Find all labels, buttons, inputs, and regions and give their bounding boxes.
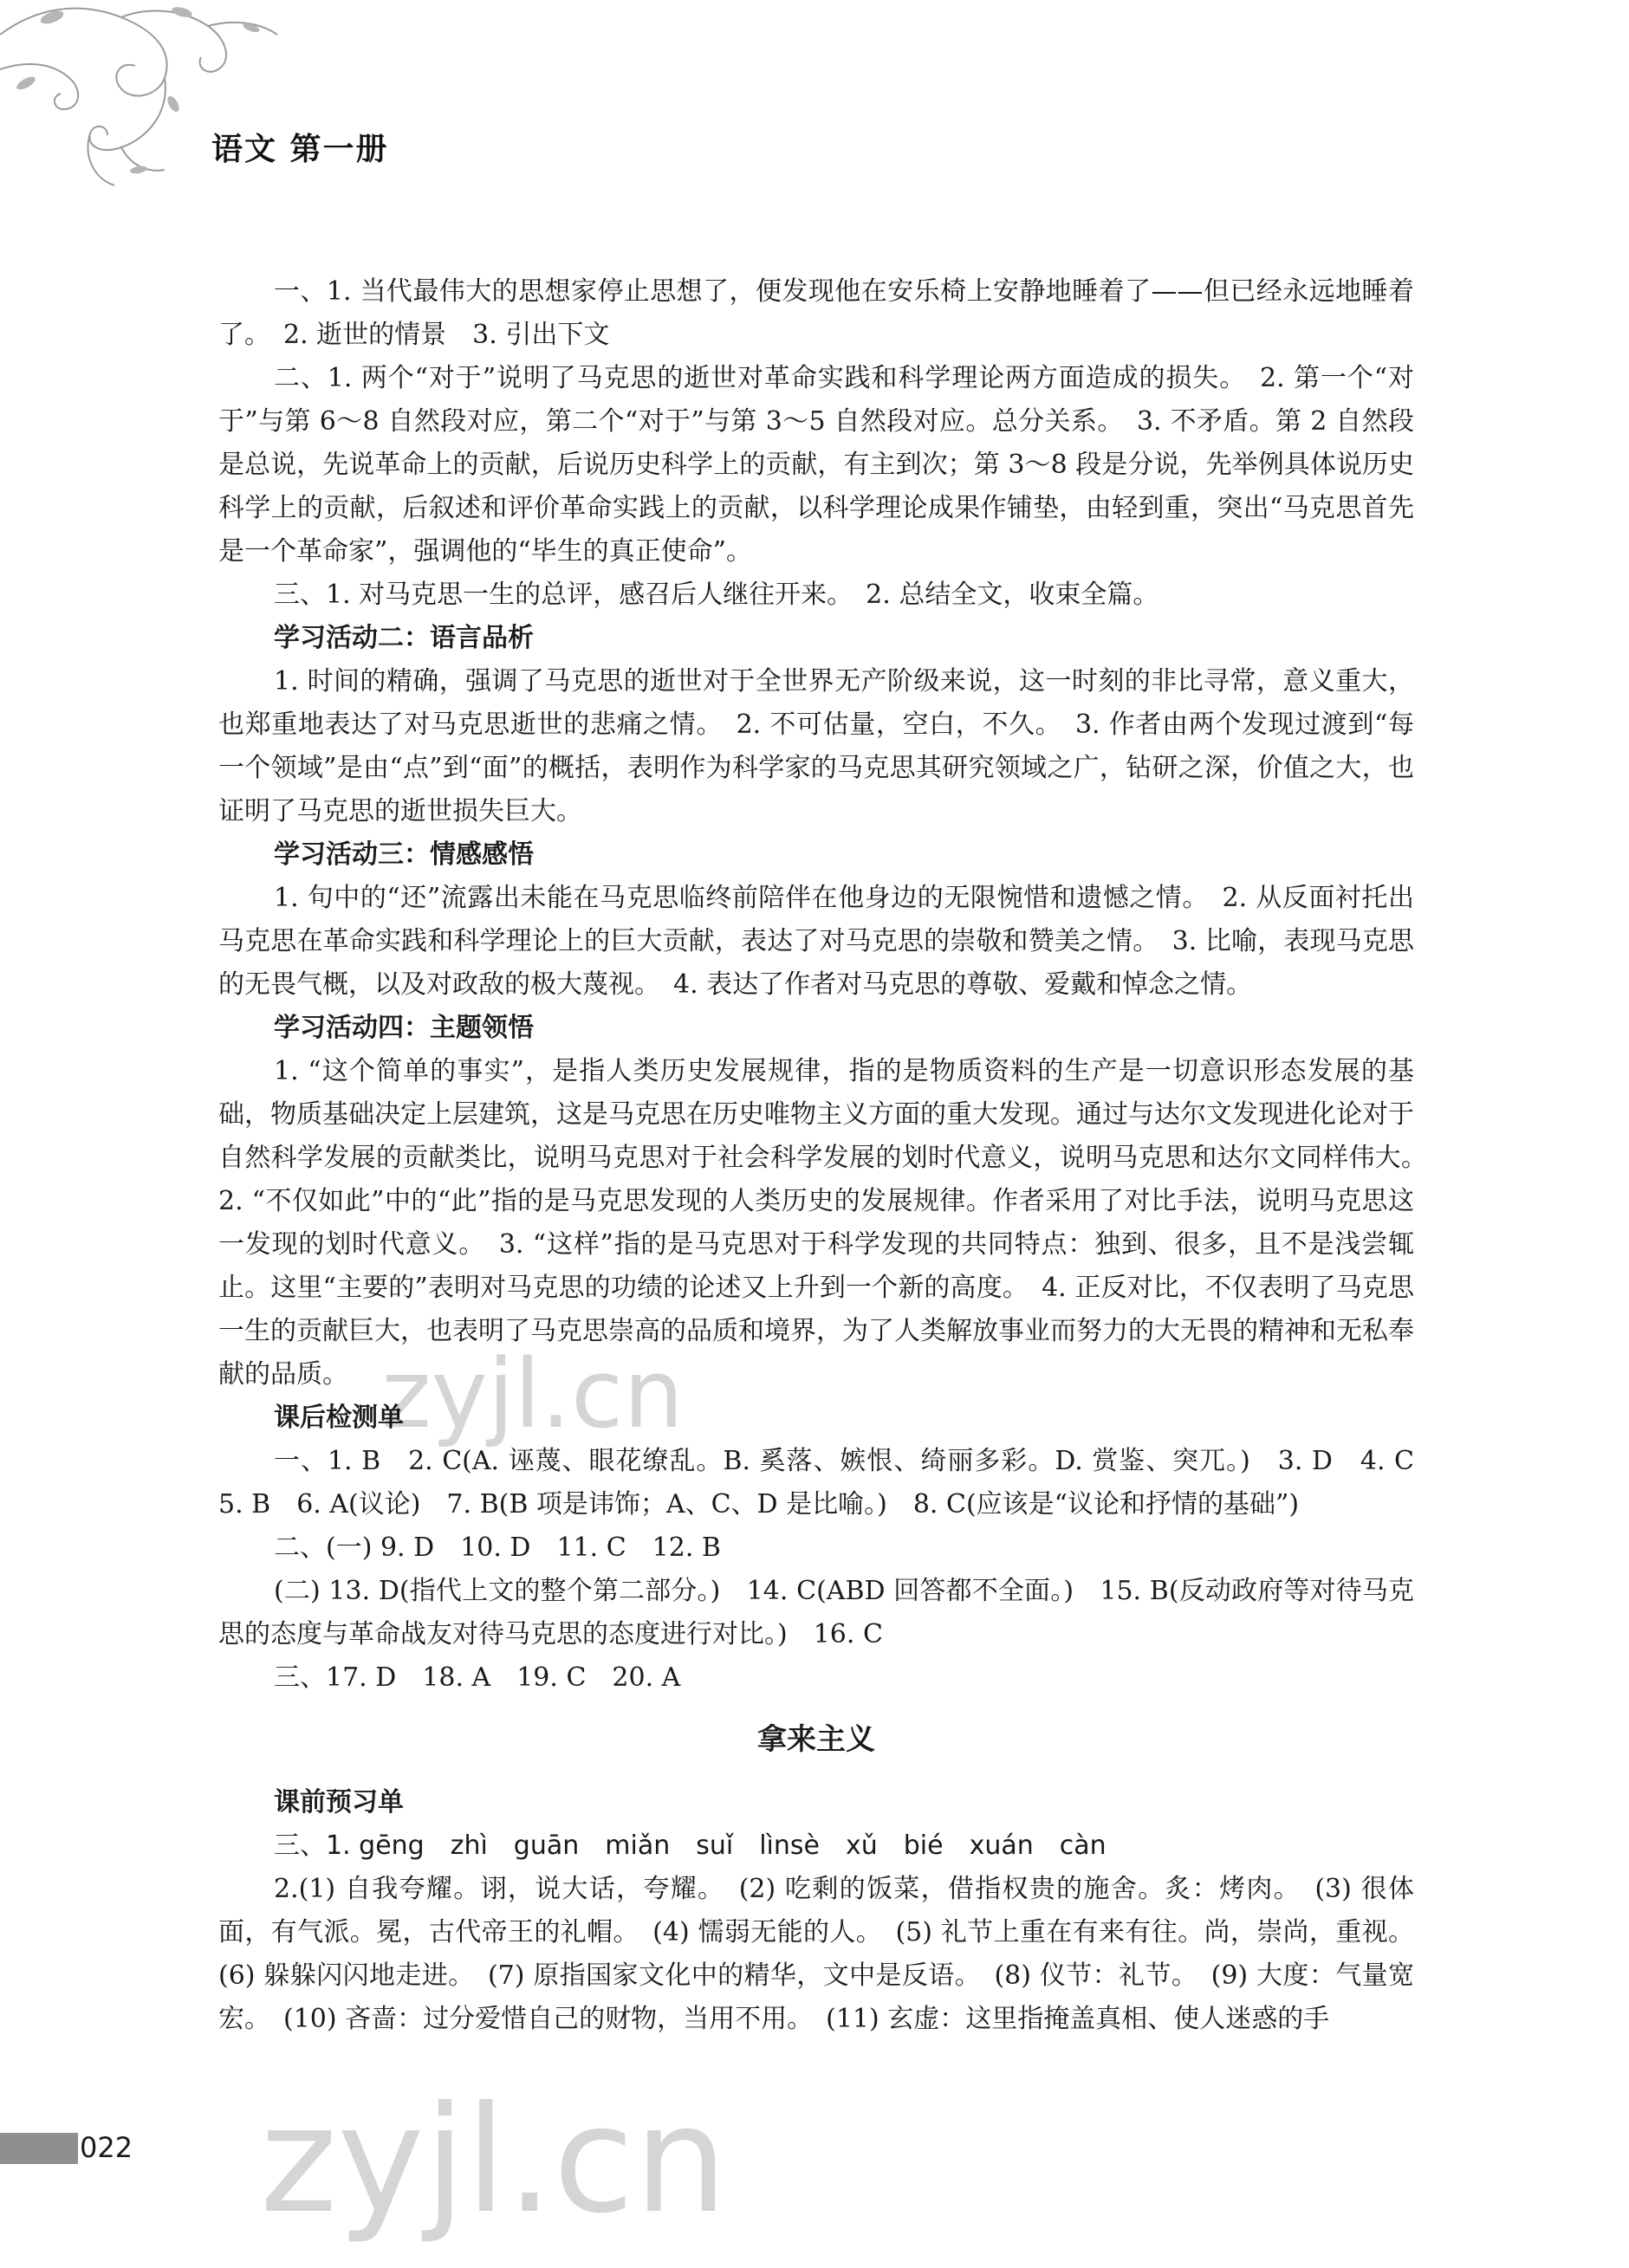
answer-paragraph: (二) 13. D(指代上文的整个第二部分。) 14. C(ABD 回答都不全面。) 15. B(反动政府等对待马克思的态度与革命战友对待马克思的态度进行对比。) 16. C bbox=[218, 1576, 1414, 1649]
answer-paragraph: 一、1. 当代最伟大的思想家停止思想了，便发现他在安乐椅上安静地睡着了——但已经永远地睡着了。 2. 逝世的情景 3. 引出下文 bbox=[218, 276, 1414, 350]
chapter-title: 拿来主义 bbox=[757, 1722, 875, 1757]
answer-paragraph: 二、(一) 9. D 10. D 11. C 12. B bbox=[274, 1533, 721, 1563]
book-title: 语文 第一册 bbox=[211, 132, 389, 167]
page-number-bar bbox=[0, 2133, 78, 2164]
answer-paragraph: 三、17. D 18. A 19. C 20. A bbox=[274, 1662, 681, 1693]
section-heading: 课后检测单 bbox=[274, 1403, 404, 1433]
section-heading: 学习活动四：主题领悟 bbox=[274, 1013, 534, 1043]
answer-paragraph: 2.(1) 自我夸耀。诩，说大话，夸耀。 (2) 吃剩的饭菜，借指权贵的施舍。炙：烤肉。 (3) 很体面，有气派。冕，古代帝王的礼帽。 (4) 懦弱无能的人。 (5) 礼节上重在有来有往。尚，崇尚，重视。(6) 躲躲闪闪地走进。 (7) 原指国家文化中的精华，文中是反语。 (8) 仪节：礼节。 (9) 大度：气量宽宏。 (10) 吝啬：过分爱惜自己的财物，当用不用。 (11) 玄虚：这里指掩盖真相、使人迷惑的手 bbox=[218, 1874, 1414, 2034]
answer-paragraph: 一、1. B 2. C(A. 诬蔑、眼花缭乱。B. 奚落、嫉恨、绮丽多彩。D. 赏鉴、突兀。) 3. D 4. C 5. B 6. A(议论) 7. B(B 项是讳饰；A、C、D 是比喻。) 8. C(应该是“议论和抒情的基础”) bbox=[218, 1446, 1440, 1520]
section-heading: 学习活动三：情感感悟 bbox=[274, 839, 534, 870]
answer-paragraph: 1. 时间的精确，强调了马克思的逝世对于全世界无产阶级来说，这一时刻的非比寻常，意义重大，也郑重地表达了对马克思逝世的悲痛之情。 2. 不可估量，空白，不久。 3. 作者由两个发现过渡到“每一个领域”是由“点”到“面”的概括，表明作为科学家的马克思其研究领域之广，钻研之深，价值之大，也证明了马克思的逝世损失巨大。 bbox=[218, 666, 1414, 826]
answer-content bbox=[218, 270, 1440, 2041]
floral-ornament bbox=[0, 0, 286, 199]
watermark: zyjl.cn bbox=[260, 2075, 728, 2246]
section-heading: 学习活动二：语言品析 bbox=[274, 623, 534, 653]
watermark: zyjl.cn bbox=[381, 1338, 685, 1449]
page-number: 022 bbox=[80, 2131, 133, 2164]
answer-paragraph: 1. 句中的“还”流露出未能在马克思临终前陪伴在他身边的无限惋惜和遗憾之情。 2. 从反面衬托出马克思在革命实践和科学理论上的巨大贡献，表达了对马克思的崇敬和赞美之情。 3. 比喻，表现马克思的无畏气概，以及对政敌的极大蔑视。 4. 表达了作者对马克思的尊敬、爱戴和悼念之情。 bbox=[218, 883, 1414, 1000]
answer-paragraph: 1. “这个简单的事实”，是指人类历史发展规律，指的是物质资料的生产是一切意识形态发展的基础，物质基础决定上层建筑，这是马克思在历史唯物主义方面的重大发现。通过与达尔文发现进化论对于自然科学发展的贡献类比，说明马克思对于社会科学发展的划时代意义，说明马克思和达尔文同样伟大。 2. “不仅如此”中的“此”指的是马克思发现的人类历史的发展规律。作者采用了对比手法，说明马克思这一发现的划时代意义。 3. “这样”指的是马克思对于科学发现的共同特点：独到、很多，且不是浅尝辄止。这里“主要的”表明对马克思的功绩的论述又上升到一个新的高度。 4. 正反对比，不仅表明了马克思一生的贡献巨大，也表明了马克思崇高的品质和境界，为了人类解放事业而努力的大无畏的精神和无私奉献的品质。 bbox=[218, 1056, 1440, 1390]
answer-paragraph: 三、1. 对马克思一生的总评，感召后人继往开来。 2. 总结全文，收束全篇。 bbox=[274, 580, 1159, 610]
section-heading: 课前预习单 bbox=[274, 1787, 404, 1818]
pinyin-answers: 三、1. gēng zhì guān miǎn suǐ lìnsè xǔ bié xuán càn bbox=[274, 1831, 1107, 1861]
answer-paragraph: 二、1. 两个“对于”说明了马克思的逝世对革命实践和科学理论两方面造成的损失。 2. 第一个“对于”与第 6～8 自然段对应，第二个“对于”与第 3～5 自然段对应。总分关系。 3. 不矛盾。第 2 自然段是总说，先说革命上的贡献，后说历史科学上的贡献，有主到次；第 3～8 段是分说，先举例具体说历史科学上的贡献，后叙述和评价革命实践上的贡献，以科学理论成果作铺垫，由轻到重，突出“马克思首先是一个革命家”，强调他的“毕生的真正使命”。 bbox=[218, 363, 1414, 567]
